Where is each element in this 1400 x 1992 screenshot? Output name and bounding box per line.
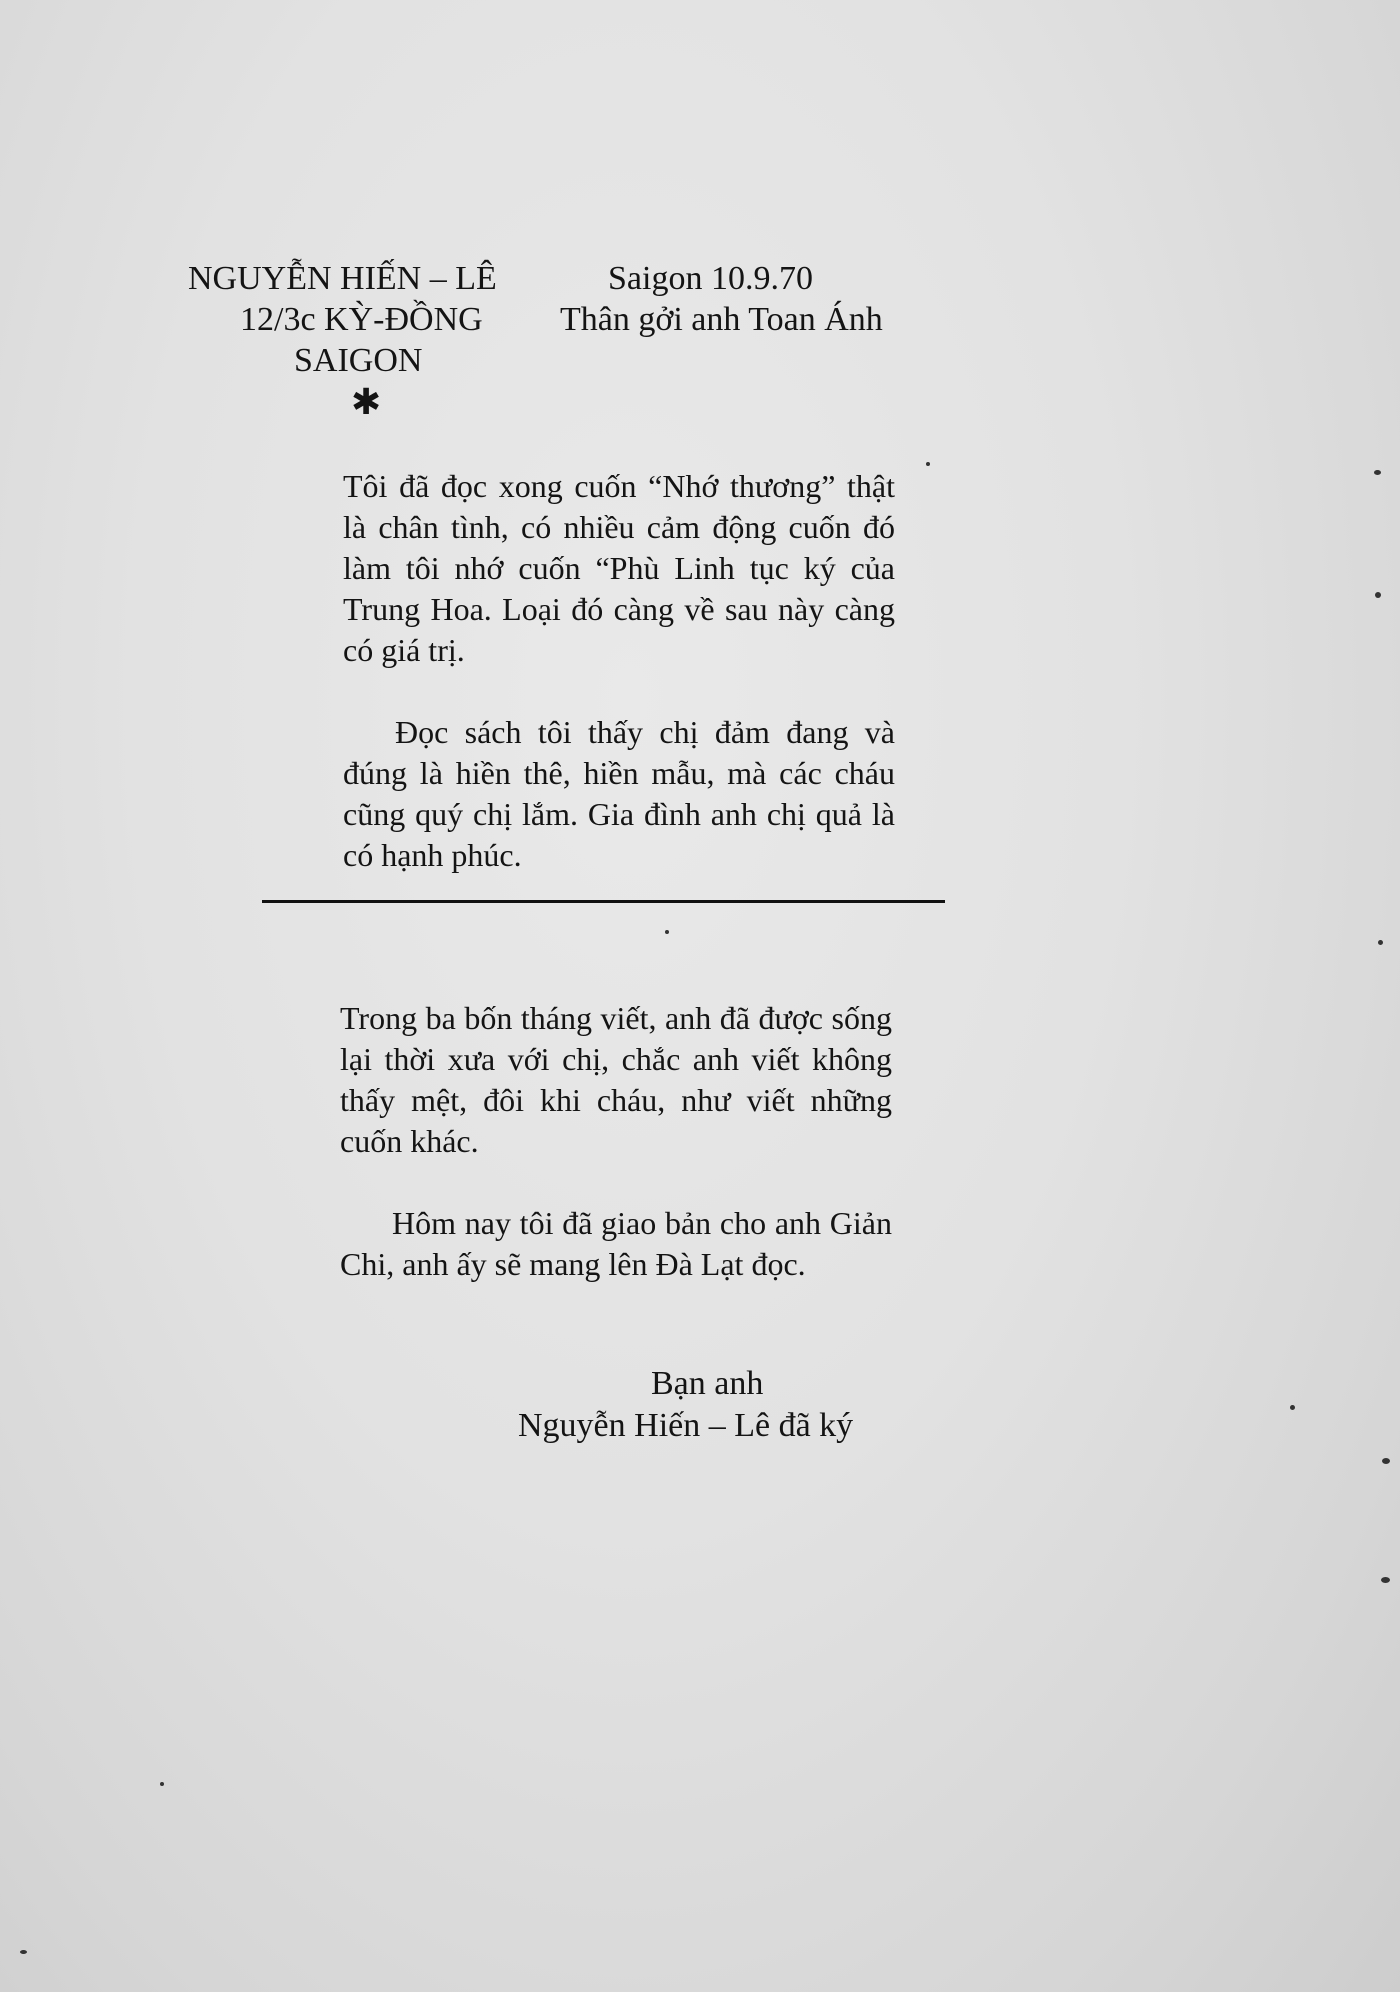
paragraph-3: Trong ba bốn tháng viết, anh đã được sống lại thời xưa với chị, chắc anh viết không thấy mệt, đôi khi cháu, như viết những cuốn khác. xyxy=(340,1000,892,1159)
sender-address: 12/3c KỲ-ĐỒNG xyxy=(240,301,483,338)
scan-speck xyxy=(1378,940,1383,945)
sender-name: NGUYỄN HIẾN – LÊ xyxy=(188,260,497,297)
sender-block xyxy=(150,258,530,423)
scan-speck xyxy=(1382,1458,1390,1464)
sender-city: SAIGON xyxy=(294,342,423,379)
closing-salutation: Bạn anh xyxy=(651,1365,764,1402)
scan-speck xyxy=(1375,592,1381,598)
paragraph-1: Tôi đã đọc xong cuốn “Nhớ thương” thật là chân tình, có nhiều cảm động cuốn đó làm tôi nhớ cuốn “Phù Linh tục ký của Trung Hoa. Loại đó càng về sau này càng có giá trị. xyxy=(343,468,895,668)
scan-speck xyxy=(1374,470,1381,475)
scan-speck xyxy=(926,462,930,466)
paragraph-2: Đọc sách tôi thấy chị đảm đang và đúng là hiền thê, hiền mẫu, mà các cháu cũng quý chị lắm. Gia đình anh chị quả là có hạnh phúc. xyxy=(343,714,895,873)
scan-speck xyxy=(160,1782,164,1786)
letter-greeting: Thân gởi anh Toan Ánh xyxy=(560,301,883,338)
scan-speck xyxy=(20,1950,27,1954)
scan-speck xyxy=(1290,1405,1295,1410)
signature-line: Nguyễn Hiến – Lê đã ký xyxy=(518,1407,854,1444)
asterisk-mark: ✱ xyxy=(351,382,382,422)
section-divider xyxy=(262,900,945,903)
scan-speck xyxy=(665,930,669,934)
scan-speck xyxy=(1381,1577,1390,1583)
letter-date: Saigon 10.9.70 xyxy=(608,260,813,297)
paragraph-4: Hôm nay tôi đã giao bản cho anh Giản Chi, anh ấy sẽ mang lên Đà Lạt đọc. xyxy=(340,1205,892,1282)
signature-block xyxy=(518,1363,918,1447)
letter-header xyxy=(560,258,920,340)
